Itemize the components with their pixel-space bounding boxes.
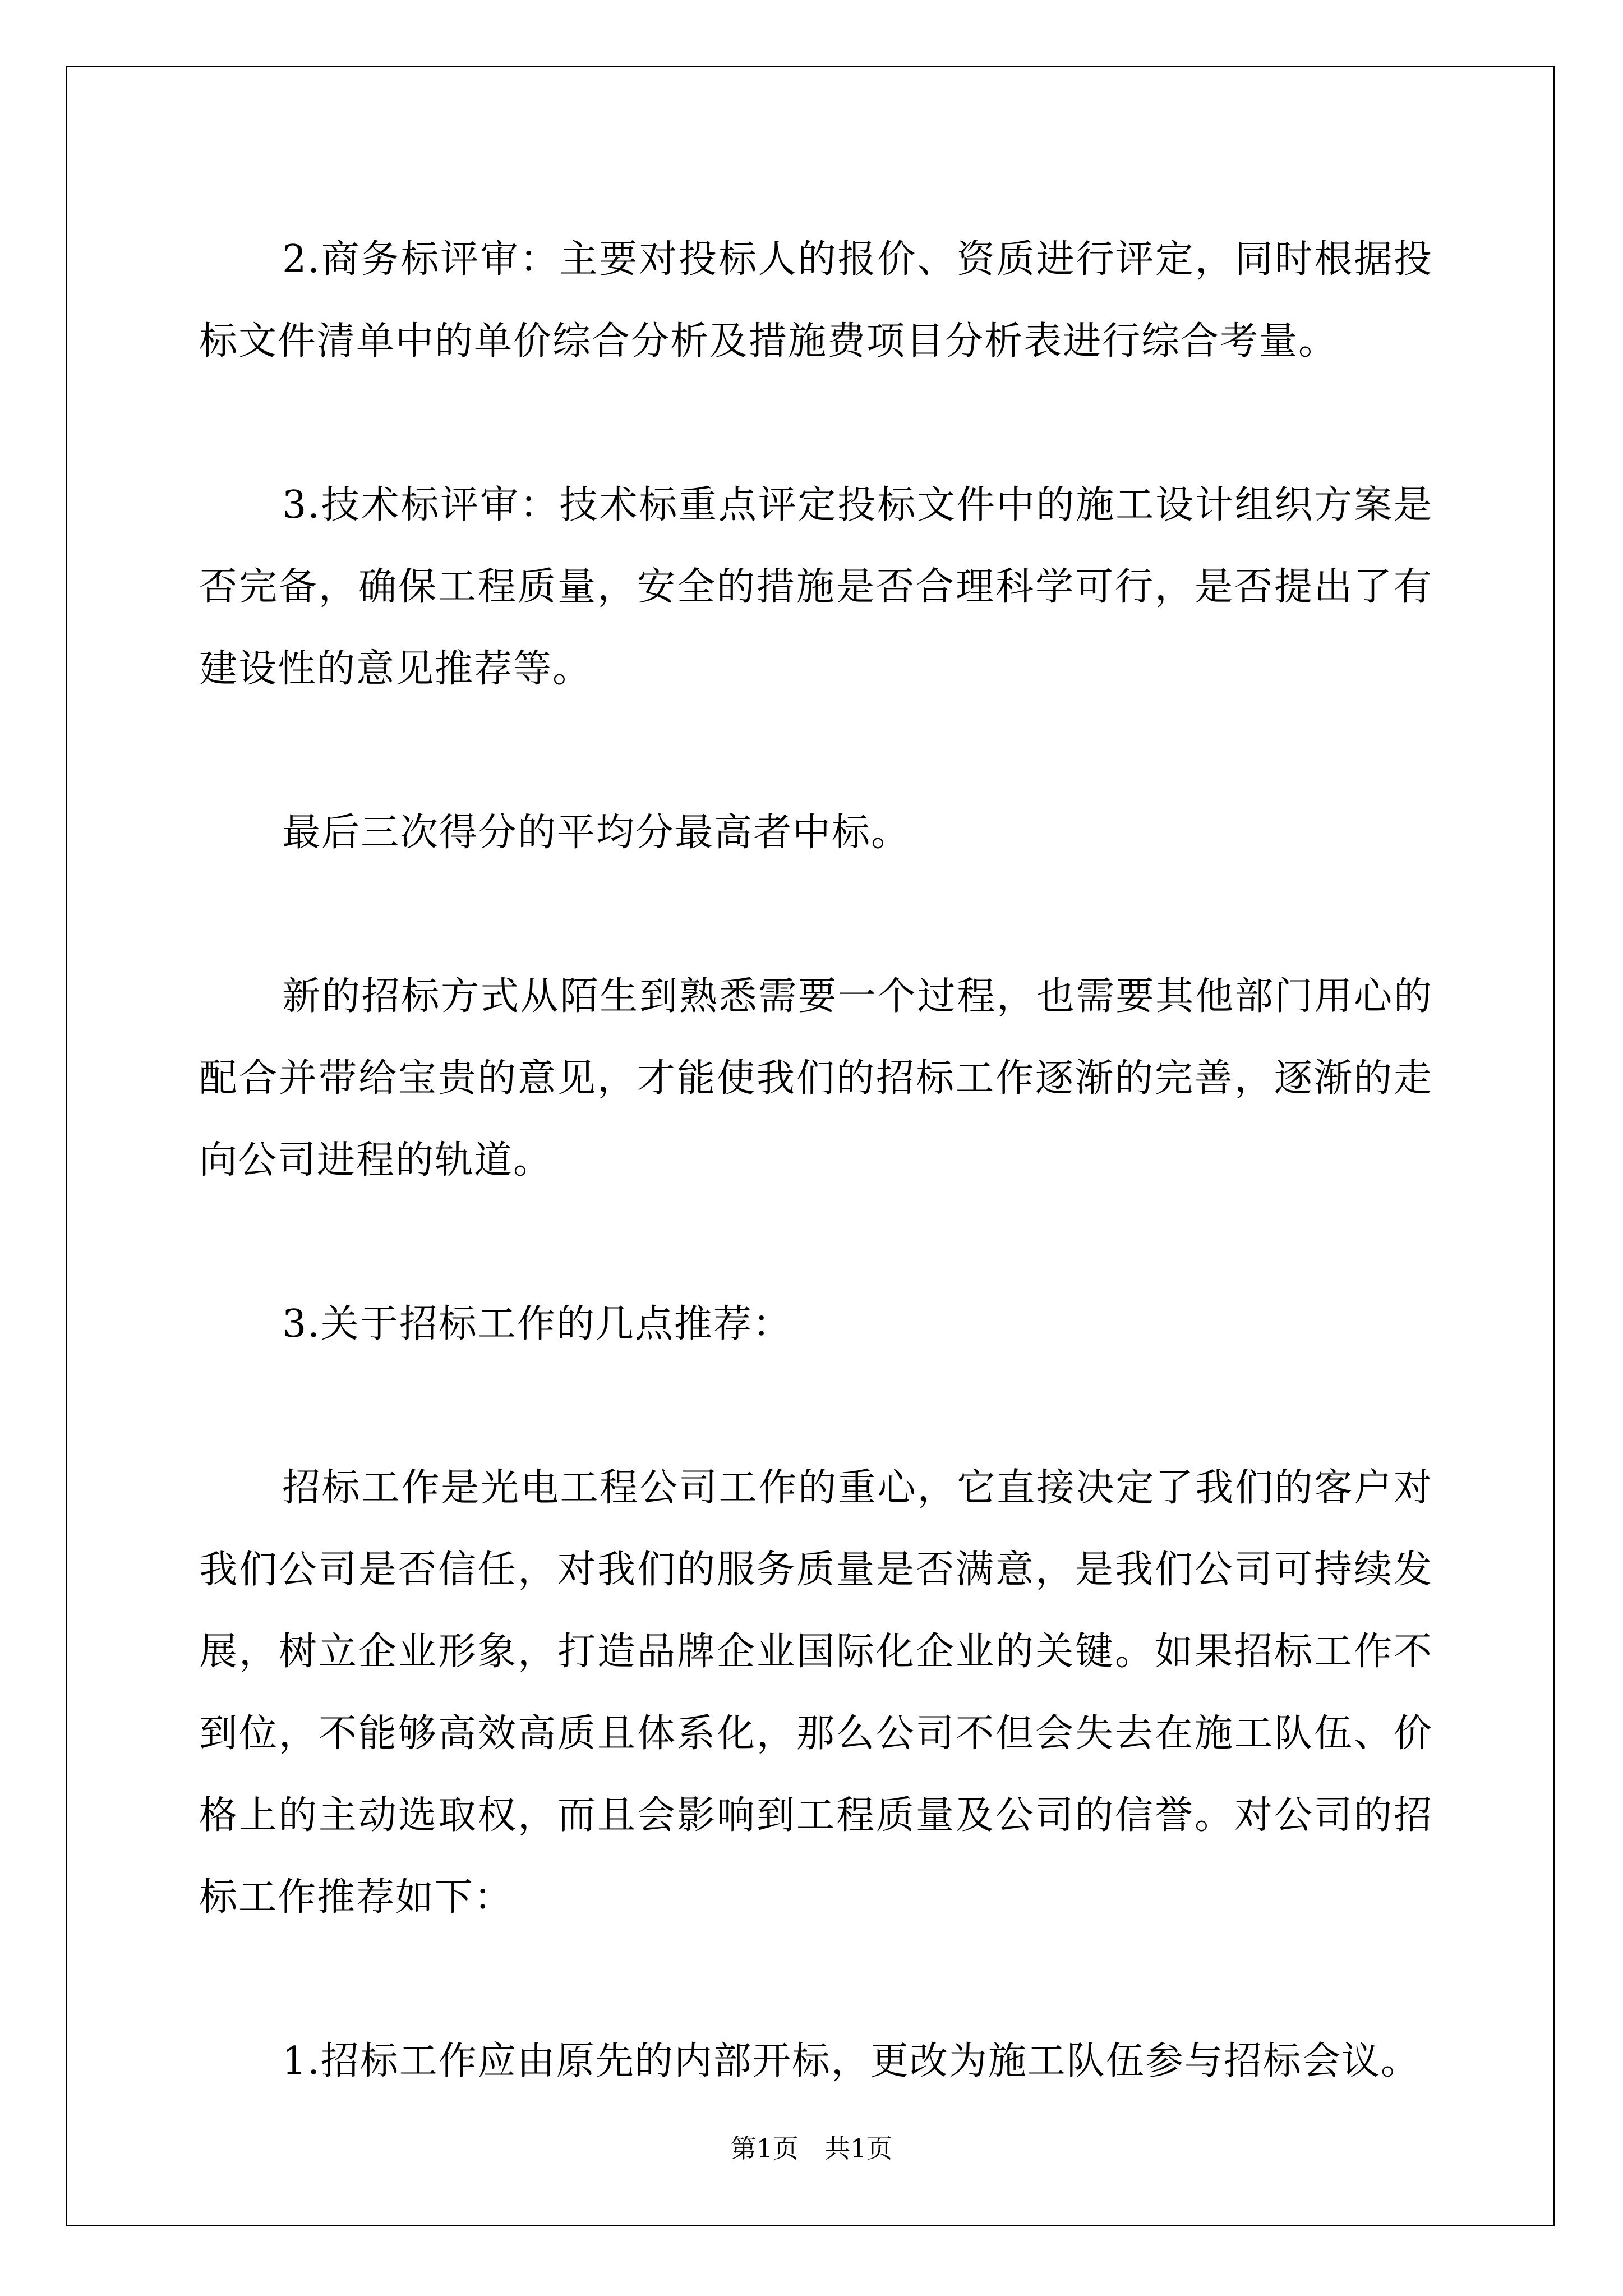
paragraph-final-score: 最后三次得分的平均分最高者中标。 (282, 811, 911, 855)
paragraph-technical-bid-review: 3.技术标评审：技术标重点评定投标文件中的施工设计组织方案是否完备，确保工程质量，安全的措施是否合理科学可行，是否提出了有建设性的意见推荐等。 (199, 483, 1433, 691)
document-body (199, 219, 1433, 2184)
paragraph-new-bidding-method: 新的招标方式从陌生到熟悉需要一个过程，也需要其他部门用心的配合并带给宝贵的意见，才能使我们的招标工作逐渐的完善，逐渐的走向公司进程的轨道。 (199, 974, 1433, 1182)
paragraph-bidding-importance: 招标工作是光电工程公司工作的重心，它直接决定了我们的客户对我们公司是否信任，对我们的服务质量是否满意，是我们公司可持续发展，树立企业形象，打造品牌企业国际化企业的关键。如果招标工作不到位，不能够高效高质且体系化，那么公司不但会失去在施工队伍、价格上的主动选取权，而且会影响到工程质量及公司的信誉。对公司的招标工作推荐如下： (199, 1466, 1433, 1920)
paragraph-business-bid-review: 2.商务标评审：主要对投标人的报价、资质进行评定，同时根据投标文件清单中的单价综合分析及措施费项目分析表进行综合考量。 (199, 237, 1433, 364)
paragraph-recommendation-1: 1.招标工作应由原先的内部开标，更改为施工队伍参与招标会议。 (282, 2039, 1420, 2083)
paragraph-recommendations-heading: 3.关于招标工作的几点推荐： (282, 1302, 792, 1346)
page-number-label: 第1页 共1页 (730, 2133, 893, 2164)
page-footer (0, 2132, 1623, 2165)
